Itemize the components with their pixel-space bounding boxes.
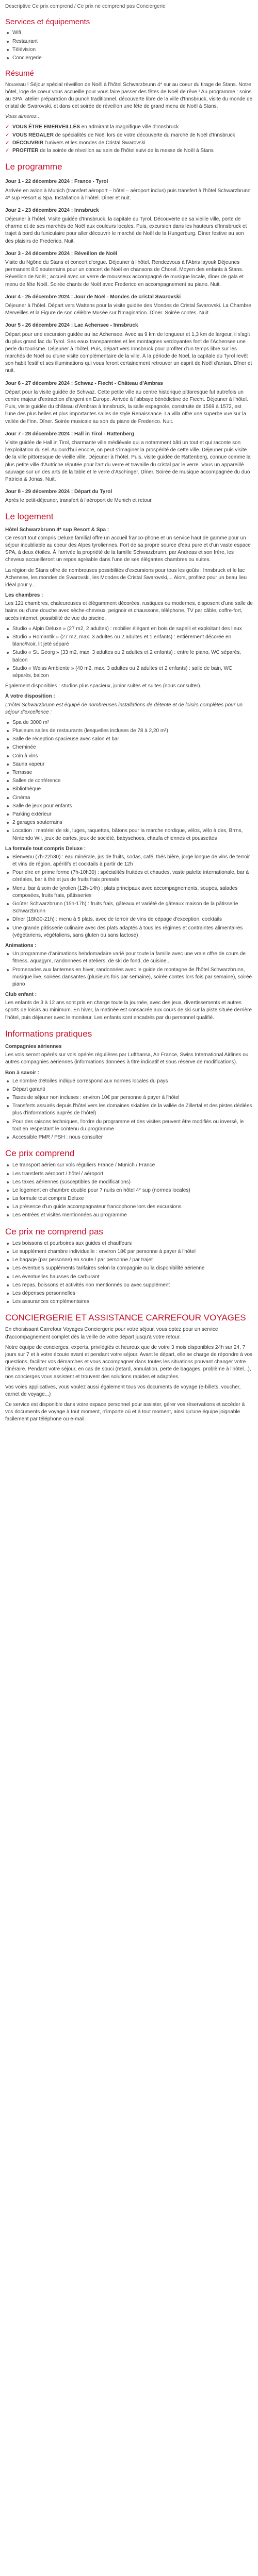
day-text: Déjeuner à l'hôtel. Visite guidée d'Innsbruck, la capitale du Tyrol. Découverte de sa vieille ville, porte de charme et de ses marchés de Noël aux couleurs locales. Puis, excursion dans les hauteurs d'Innsbruck et trajet à bord du funiculaire pour aller découvrir le marché de Noël de la Hungerburg. Dîner festive au son des plaisirs de Frederico. Nuit. xyxy=(5,216,247,244)
list-item: Studio « Alpin Deluxe » (27 m2, 2 adultes) : mobilier élégant en bois de sapelli et exploitant des lieux xyxy=(5,625,253,633)
list-item: Parking extérieur xyxy=(5,811,253,818)
list-item: Dîner (18h30-21h) : menu à 5 plats, avec de terroir de vins de cépage d'exception, cocktails xyxy=(5,916,253,923)
resume-paragraph: Nouveau ! Séjour spécial réveillon de Noël à l'hôtel Schwarzbrunn 4* sur au coeur du tirage de Stans. Notre hôtel, loge de coeur vous accueille pour vous faire passer des fêtes de Noël de rêve ! Au programme : soins au SPA, atelier préparation du punch traditionnel, découverte libre de la ville d'Innsbruck, visite du monde de cristal de Swarovski, et dans cet soirée de réveillon une fête de grand menu de Noël à Stans. xyxy=(5,81,253,110)
rooms-note: Également disponibles : studios plus spacieux, junior suites et suites (nous consulter). xyxy=(5,683,202,689)
animations-list xyxy=(5,951,253,988)
list-item: Cheminée xyxy=(5,744,253,751)
list-item: Pour des raisons techniques, l'ordre du programme et des visites peuvent être modifiés ou inversé, le tout en respectant le contenu du programme xyxy=(5,1118,253,1133)
kids-text: Les enfants de 3 à 12 ans sont pris en charge toute la journée, avec des jeux, divertissements et autres sports de loisirs au minimum. En hiver, la matinée est consacrée aux cours de ski sur la piste située derrière l'hôtel, puis déjeuner avec le moniteur. Les enfants sont encadrés par du personnel qualifié. xyxy=(5,1000,252,1021)
programme-days xyxy=(5,178,253,504)
list-item: Les transferts aéroport / hôtel / aéroport xyxy=(5,1171,253,1178)
list-item: Salles de conférence xyxy=(5,777,253,785)
list-item: Le bagage (par personne) en soute / par personne / par trajet xyxy=(5,1257,253,1264)
list-item: Studio « St. Georg » (33 m2, max. 3 adultes ou 2 adultes et 2 enfants) : entre le piano, WC séparés, balcon xyxy=(5,649,253,664)
list-item: Les éventuelles hausses de carburant xyxy=(5,1274,253,1281)
list-item: Spa de 3000 m² xyxy=(5,719,253,726)
concierge-paragraph: Ce service est disponible dans votre espace personnel pour assister, gérer vos réservations et accéder à vos documents de voyage à tout moment, n'importe où et à tout moment, ainsi qu'une équipe joignable facilement par téléphone ou e-mail. xyxy=(5,1402,245,1422)
list-item: Départ garanti xyxy=(5,1086,253,1093)
kids-title: Club enfant : xyxy=(5,992,37,998)
concierge-paragraph: Vos voies applicatives, vous voulez aussi également tous vos documents de voyage (e-billets, voucher, carnet de voyage...) xyxy=(5,1384,241,1397)
list-item: Télévision xyxy=(5,46,253,54)
airlines-title: Compagnies aériennes xyxy=(5,1043,62,1049)
services-list xyxy=(5,29,253,62)
dispo-title: À votre disposition : xyxy=(5,693,55,700)
list-item: Le supplément chambre individuelle : environ 18€ par personne à payer à l'hôtel xyxy=(5,1248,253,1256)
formula-title: La formule tout compris Deluxe : xyxy=(5,845,86,852)
list-item: Une grande pâtisserie culinaire avec des plats adaptés à tous les régimes et contraintes alimentaires (végétariens, végétaliens, sans gluten ou sans lactose) xyxy=(5,925,253,939)
list-item: Le nombre d'étoiles indiqué correspond aux normes locales du pays xyxy=(5,1078,253,1085)
list-item: Conciergerie xyxy=(5,55,253,62)
day-text: Visite guidée de Hall in Tirol, charmante ville médiévale qui a notamment bâti un tout et qui raconte son l'exploitation du sel. Aujourd'hui encore, on peut s'imaginer la prospérité de cette ville. Déjeuner puis visite de la ville pittoresque de vieille ville. Déjeuner à l'hôtel. Puis, visite guidée de Rattenberg, connue comme la plus petite ville d'Autriche réputée pour l'art du verre et travaille du cristal par le verre. Vous un appareillé sauvage sur un des arts de la table et le verre d'Aschinger. Dîner. Soirée de musique accompagnée du duo Patricia & Jonas. Nuit. xyxy=(5,439,251,482)
logement-paragraph: Ce resort tout compris Deluxe familial offre un accueil franco-phone et un service haut de gamme pour un séjour inoubliable au coeur des Alpes tyroliennes. Fort de sa propre source d'eau pure et d'un vaste espace SPA, à deux étoiles. À l'arrivée la propriété de la famille Schwarzbrunn, par Andreas et son frère, les cheveux accueilleront un repos agréable dans l'une de ses élégantes chambres ou suites. xyxy=(5,535,251,563)
concierge-paragraph: En choisissant Carrefour Voyages Conciergerie pour votre séjour, vous optez pour un service d'accompagnement complet dès la veille de votre départ jusqu'à votre retour. xyxy=(5,1327,218,1340)
check-icon: ✓ xyxy=(5,132,10,138)
bon-title: Bon à savoir : xyxy=(5,1070,40,1076)
list-item: Accessible PMR / PSH : nous consulter xyxy=(5,1134,253,1141)
list-item: Restaurant xyxy=(5,38,253,45)
check-icon: ✓ xyxy=(5,148,10,154)
animations-title: Animations : xyxy=(5,942,37,948)
list-item: Promenades aux lanternes en hiver, randonnées avec le guide de montagne de l'hôtel Schwarzbrunn, musique live, soirées dansantes (plusieurs fois par semaine), soirée contes lors fois par semaine), soirée piano xyxy=(5,967,253,989)
list-item: Pour dire en prime forme (7h-10h30) : spécialités fruitées et chaudes, vaste palette internationale, bar à céréales, bar à thé et jus de fruits frais pressés xyxy=(5,869,253,884)
programme-title: Le programme xyxy=(5,162,62,172)
services-title: Services et équipements xyxy=(5,18,90,27)
day-text: Après le petit-déjeuner, transfert à l'aéroport de Munich et retour. xyxy=(5,498,153,504)
list-item: Taxes de séjour non incluses : environ 10€ par personne à payer à l'hôtel xyxy=(5,1094,253,1101)
list-item: Plusieurs salles de restaurants (lesquelles incluses de 78 à 2,20 m²) xyxy=(5,727,253,735)
list-item: Les éventuels suppléments tarifaires selon la compagnie ou la disponibilité aérienne xyxy=(5,1265,253,1272)
list-item: Salle de jeux pour enfants xyxy=(5,803,253,810)
list-item: ✓ PROFITER de la soirée de réveillon au sein de l'hôtel suivi de la messe de Noël à Stans xyxy=(5,147,253,155)
list-item: ✓ VOUS ÊTRE EMERVEILLÉS en admirant la magnifique ville d'Innsbruck xyxy=(5,124,253,131)
list-item: Salle de réception spacieuse avec salon et bar xyxy=(5,736,253,743)
check-icon: ✓ xyxy=(5,140,10,146)
list-item: Terrasse xyxy=(5,769,253,776)
hotel-name: Hôtel Schwarzbrunn 4* sup Resort & Spa : xyxy=(5,527,109,533)
list-item: Menu, bar à soin de tyrolien (12h-14h) : plats principaux avec accompagnements, soupes, salades composées, fruits frais, pâtisseries xyxy=(5,885,253,900)
infos-title: Informations pratiques xyxy=(5,1028,92,1039)
list-item: Studio « Weiss Ambiente » (40 m2, max. 3 adultes ou 2 adultes et 2 enfants) : salle de bain, WC séparés, balcon xyxy=(5,665,253,680)
logement-paragraph: Les 121 chambres, chaleureuses et élégamment décorées, rustiques ou modernes, disposent d'une salle de bains ou d'une douche avec sèche-cheveux, peignoir et chaussons, téléphone, TV par câble, coffre-fort, accès internet, possibilité de vue du piscine. xyxy=(5,601,253,621)
list-item: Les taxes aériennes (susceptibles de modifications) xyxy=(5,1179,253,1186)
list-item: Les entrées et visites mentionnées au programme xyxy=(5,1212,253,1219)
prix-ne-comprend-title: Ce prix ne comprend pas xyxy=(5,1226,103,1236)
list-item: Les repas, boissons et activités non mentionnés ou avec supplément xyxy=(5,1282,253,1289)
day-text: Déjeuner à l'hôtel. Départ vers Wattens pour la visite guidée des Mondes de Cristal Swarovski. La Chambre Merveilles et la Figure de son célèbre Musée sur l'Imagination. Dîner. Soirée contes. Nuit. xyxy=(5,302,251,316)
dispo-intro: L'hôtel Schwarzbrunn est équipé de nombreuses installations de détente et de loisirs complètes pour un séjour d'excellence : xyxy=(5,702,243,715)
day-text: Départ pour la visite guidée de Schwaz. Cette petite ville au centre historique pittoresque fut autrefois un centre majeur d'extraction d'argent en Europe. Arrivée à l'abbaye bénédictine de Fiecht. Déjeuner à l'hôtel. Puis, visite guidée du château d'Ambras à Innsbruck, la salle espagnole, construite de 1569 à 1572, est l'une des plus belles et plus importantes salles de style Renaissance. La villa offre une superbe vue sur la vallée de l'Inn. Dîner. Soirée musicale au son du piano de Frederico. Nuit. xyxy=(5,389,248,425)
list-item: La formule tout compris Deluxe xyxy=(5,1195,253,1202)
list-item: Cinéma xyxy=(5,794,253,802)
resume-checks xyxy=(5,124,253,155)
formula-list xyxy=(5,854,253,939)
list-item: Un programme d'animations hebdomadaire varié pour toute la famille avec une vraie offre de cours de fitness, aquagym, randonnées et ateliers, de ski de fond, de cuisine... xyxy=(5,951,253,965)
resume-title: Résumé xyxy=(5,69,34,78)
list-item: Location : matériel de ski, luges, raquettes, bâtons pour la marche nordique, vélos, vélo à des, Brrns, Nintendo Wii, jeux de cartes, jeux de société, babyschoes, chaufa chiennes et poussettes xyxy=(5,827,253,842)
day-title: Jour 7 - 28 décembre 2024 : Hall in Tirol - Rattenberg xyxy=(5,431,134,437)
list-item: Bienvenu (7h-22h30) : eau minérale, jus de fruits, sodas, café, thés bière, jorge longue de vins de terroir et vins de région, apéritifs et cocktails à partir de 12h xyxy=(5,854,253,868)
day-text: Visite du Ngône du Stans et concert d'orgue. Déjeuner à l'hôtel. Rendezvous à l'Abris layouk Déjeunes permanent 8:0 souterrains pour un concert de Noël en chansons de Chorel. Moyen des enfants à Stans. Réveillon de Noël ; accueil avec un verre de mousseux accompagné de musique locale, dîner de gala et menu de fête Noël. Soirée chants de Noël avec Frederico en accompagnement au piano. Nuit. xyxy=(5,260,244,287)
rooms-title: Les chambres : xyxy=(5,592,43,599)
day-title: Jour 4 - 25 décembre 2024 : Jour de Noël - Mondes de cristal Swarovski xyxy=(5,294,181,300)
resume-love-title: Vous aimerez... xyxy=(5,114,41,120)
day-title: Jour 6 - 27 décembre 2024 : Schwaz - Fiecht - Château d'Ambras xyxy=(5,380,163,386)
list-item: Goûter Schwarzbrunn (15h-17h) : fruits frais, gâteaux et variété de gâteaux maison de la pâtisserie Schwarzbrunn xyxy=(5,901,253,915)
day-title: Jour 3 - 24 décembre 2024 : Réveillon de Noël xyxy=(5,250,118,257)
airlines-text: Les vols seront opérés sur vols opérés régulières par Lufthansa, Air France, Swiss International Airlines ou autres compagnies aériennes (informations données à titre indicatif et sous réserve de modifications). xyxy=(5,1052,249,1065)
bon-list xyxy=(5,1078,253,1142)
intro-line: Descriptive Ce prix comprend / Ce prix ne comprend pas Conciergerie xyxy=(5,4,166,9)
list-item: 2 garages souterrains xyxy=(5,819,253,826)
conciergerie-title: CONCIERGERIE ET ASSISTANCE CARREFOUR VOYAGES xyxy=(5,1313,246,1323)
list-item: Studio « Romantik » (27 m2, max. 3 adultes ou 2 adultes et 1 enfants) : entièrement décorée en blanc/Noir, lit jeté séparé xyxy=(5,634,253,648)
day-title: Jour 1 - 22 décembre 2024 : France - Tyrol xyxy=(5,179,108,185)
list-item: ✓ DÉCOUVRIR l'univers et les mondes de Cristal Swarovski xyxy=(5,140,253,147)
list-item: ✓ VOUS RÉGALER de spécialités de Noël lors de votre découverte du marché de Noël d'Innsbruck xyxy=(5,132,253,139)
day-title: Jour 5 - 26 décembre 2024 : Lac Achensee - Innsbruck xyxy=(5,323,138,329)
list-item: Sauna vapeur xyxy=(5,761,253,768)
rooms-list xyxy=(5,625,253,680)
concierge-paragraph: Notre équipe de concierges, experts, privilégiés et heureux que de votre 3 mois disponibles 24h sur 24, 7 jours sur 7 et à votre écoute avant et pendant votre séjour. Avant le départ, elle se charge de répondre à vos questions, faciliter vos démarches et vous accompagner dans toutes les situations pouvant changer votre itinéraire. Pendant votre séjour, en cas de souci (retard, annulation, perte de bagages, problème à l'hôtel...), nos concierges vous assistent et trouvent des solutions rapides et adaptées. xyxy=(5,1344,253,1380)
list-item: Les dépenses personnelles xyxy=(5,1290,253,1297)
list-item: Les assurances complémentaires xyxy=(5,1298,253,1306)
day-title: Jour 8 - 29 décembre 2024 : Départ du Tyrol xyxy=(5,489,112,495)
check-icon: ✓ xyxy=(5,124,10,130)
list-item: Le transport aérien sur vols réguliers France / Munich / France xyxy=(5,1162,253,1169)
prix-ne-comprend-list xyxy=(5,1240,253,1306)
list-item: La présence d'un guide accompagnateur francophone lors des excursions xyxy=(5,1204,253,1211)
prix-comprend-title: Ce prix comprend xyxy=(5,1148,75,1159)
day-text: Départ pour une excursion guidée au lac Achensee. Avec sa 9 km de longueur et 1,3 km de largeur, il s'agit du plus grand lac du Tyrol. Ses eaux transparentes et les montagnes verdoyantes font de l'Achensee une perle du tourisme. Déjeuner à l'hôtel. Puis, départ vers Innsbruck pour profiter d'un temps libre sur les marchés de Noël ou d'une visite complémentaire de la ville. À la période de Noël, la capitale du Tyrol revêt son habit festif et ses illuminations qui vous feront certainement retrouver un esprit de Noël d'antan. Dîner et nuit. xyxy=(5,331,252,374)
list-item: Bibliothèque xyxy=(5,786,253,793)
day-text: Arrivée en avion à Munich (transfert aéroport – hôtel – aéroport inclus) puis transfert à l'hôtel Schwarzbrunn 4* sup Resort & Spa. Installation à l'hôtel. Dîner et nuit. xyxy=(5,188,251,201)
list-item: Les boissons et pourboires aux guides et chauffeurs xyxy=(5,1240,253,1247)
dispo-list xyxy=(5,719,253,842)
prix-comprend-list xyxy=(5,1162,253,1219)
list-item: Wifi xyxy=(5,29,253,37)
day-title: Jour 2 - 23 décembre 2024 : Innsbruck xyxy=(5,207,99,213)
logement-paragraph: La région de Stans offre de nombreuses possibilités d'excursions pour tous les goûts : Innsbruck et le lac Achensee, les mondes de Swarovski, les Mondes de Cristal Swarovski,... Alors, profitez pour un beau lieu idéal pour y... xyxy=(5,567,247,588)
list-item: Le logement en chambre double pour 7 nuits en hôtel 4* sup (normes locales) xyxy=(5,1187,253,1194)
logement-title: Le logement xyxy=(5,512,54,522)
list-item: Coin à vins xyxy=(5,753,253,760)
list-item: Transferts assurés depuis l'hôtel vers les domaines skiables de la vallée de Zillertal et des pistes dédiées plus d'informations auprès de l'hôtel) xyxy=(5,1103,253,1117)
